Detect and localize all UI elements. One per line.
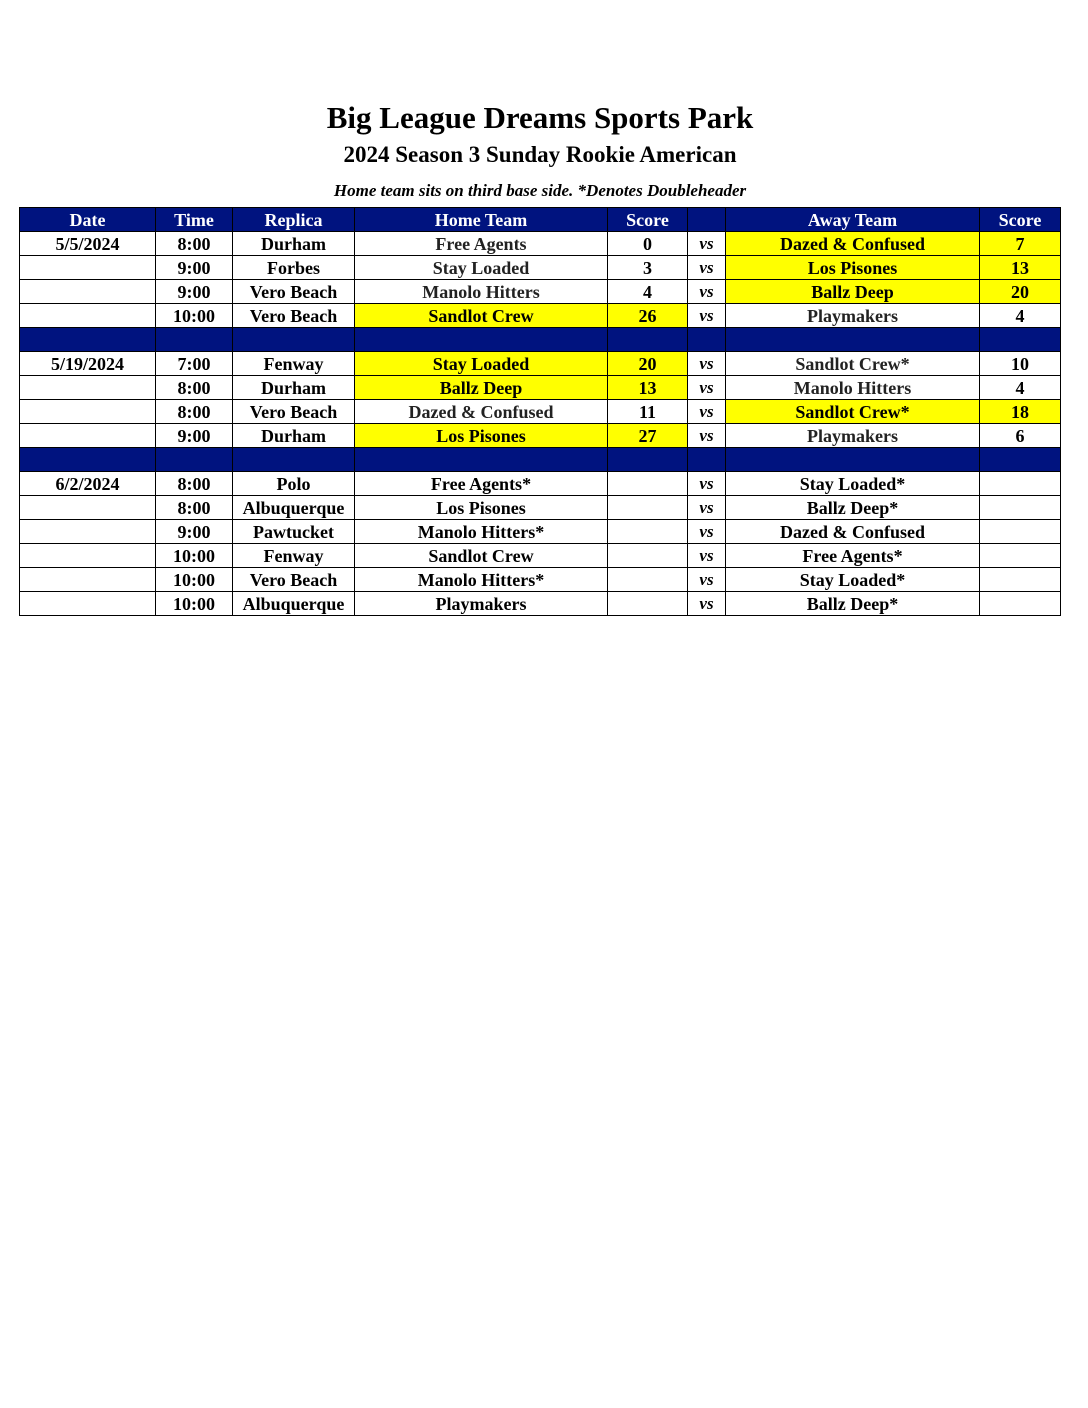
cell-home-team: Manolo Hitters* bbox=[355, 568, 608, 592]
cell-away-score: 20 bbox=[980, 280, 1061, 304]
cell-vs: vs bbox=[688, 496, 726, 520]
cell-date: 6/2/2024 bbox=[20, 472, 156, 496]
cell-time: 8:00 bbox=[156, 232, 233, 256]
cell-away-score bbox=[980, 544, 1061, 568]
table-row bbox=[20, 376, 1061, 400]
cell-time: 9:00 bbox=[156, 424, 233, 448]
cell-home-team: Free Agents* bbox=[355, 472, 608, 496]
cell-away-score: 10 bbox=[980, 352, 1061, 376]
cell-away-team: Manolo Hitters bbox=[726, 376, 980, 400]
cell-home-team: Dazed & Confused bbox=[355, 400, 608, 424]
cell-away-team: Sandlot Crew* bbox=[726, 400, 980, 424]
col-header-away-team: Away Team bbox=[726, 208, 980, 232]
cell-vs: vs bbox=[688, 568, 726, 592]
cell-away-score: 4 bbox=[980, 376, 1061, 400]
cell-away-team: Free Agents* bbox=[726, 544, 980, 568]
cell-home-team: Playmakers bbox=[355, 592, 608, 616]
cell-vs: vs bbox=[688, 256, 726, 280]
cell-date bbox=[20, 256, 156, 280]
cell-away-score: 18 bbox=[980, 400, 1061, 424]
cell-home-score: 13 bbox=[608, 376, 688, 400]
col-header-vs bbox=[688, 208, 726, 232]
cell-date bbox=[20, 496, 156, 520]
table-row bbox=[20, 472, 1061, 496]
cell-home-team: Manolo Hitters* bbox=[355, 520, 608, 544]
page-subtitle: 2024 Season 3 Sunday Rookie American bbox=[343, 142, 737, 167]
col-header-home-team: Home Team bbox=[355, 208, 608, 232]
cell-away-team: Stay Loaded* bbox=[726, 472, 980, 496]
cell-away-score: 4 bbox=[980, 304, 1061, 328]
schedule-note: Home team sits on third base side. *Denotes Doubleheader bbox=[333, 181, 747, 200]
separator-row bbox=[20, 448, 1061, 472]
cell-vs: vs bbox=[688, 376, 726, 400]
cell-vs: vs bbox=[688, 304, 726, 328]
cell-replica: Durham bbox=[233, 232, 355, 256]
cell-date bbox=[20, 520, 156, 544]
cell-home-team: Stay Loaded bbox=[355, 256, 608, 280]
cell-away-score bbox=[980, 520, 1061, 544]
cell-time: 8:00 bbox=[156, 496, 233, 520]
cell-date: 5/5/2024 bbox=[20, 232, 156, 256]
cell-date bbox=[20, 376, 156, 400]
table-row bbox=[20, 520, 1061, 544]
table-row bbox=[20, 424, 1061, 448]
cell-home-team: Manolo Hitters bbox=[355, 280, 608, 304]
cell-away-score bbox=[980, 496, 1061, 520]
cell-vs: vs bbox=[688, 232, 726, 256]
col-header-time: Time bbox=[156, 208, 233, 232]
cell-away-score: 7 bbox=[980, 232, 1061, 256]
cell-date bbox=[20, 592, 156, 616]
cell-replica: Polo bbox=[233, 472, 355, 496]
cell-date bbox=[20, 280, 156, 304]
cell-away-team: Stay Loaded* bbox=[726, 568, 980, 592]
cell-away-team: Sandlot Crew* bbox=[726, 352, 980, 376]
table-row bbox=[20, 568, 1061, 592]
cell-replica: Durham bbox=[233, 376, 355, 400]
cell-replica: Fenway bbox=[233, 544, 355, 568]
table-row bbox=[20, 544, 1061, 568]
cell-home-score: 20 bbox=[608, 352, 688, 376]
cell-replica: Albuquerque bbox=[233, 496, 355, 520]
cell-home-score bbox=[608, 592, 688, 616]
cell-vs: vs bbox=[688, 544, 726, 568]
table-row bbox=[20, 352, 1061, 376]
cell-home-score: 26 bbox=[608, 304, 688, 328]
table-row bbox=[20, 256, 1061, 280]
cell-home-score: 0 bbox=[608, 232, 688, 256]
cell-away-team: Dazed & Confused bbox=[726, 520, 980, 544]
cell-away-team: Playmakers bbox=[726, 304, 980, 328]
cell-vs: vs bbox=[688, 592, 726, 616]
cell-home-score bbox=[608, 544, 688, 568]
cell-home-score: 3 bbox=[608, 256, 688, 280]
cell-home-team: Los Pisones bbox=[355, 424, 608, 448]
cell-away-team: Ballz Deep* bbox=[726, 496, 980, 520]
cell-vs: vs bbox=[688, 400, 726, 424]
cell-home-score bbox=[608, 520, 688, 544]
cell-time: 8:00 bbox=[156, 400, 233, 424]
cell-time: 7:00 bbox=[156, 352, 233, 376]
col-header-date: Date bbox=[20, 208, 156, 232]
table-row bbox=[20, 592, 1061, 616]
cell-home-team: Stay Loaded bbox=[355, 352, 608, 376]
cell-vs: vs bbox=[688, 352, 726, 376]
cell-date bbox=[20, 568, 156, 592]
cell-time: 8:00 bbox=[156, 472, 233, 496]
cell-replica: Durham bbox=[233, 424, 355, 448]
table-row bbox=[20, 400, 1061, 424]
cell-home-score: 4 bbox=[608, 280, 688, 304]
cell-home-team: Los Pisones bbox=[355, 496, 608, 520]
cell-replica: Vero Beach bbox=[233, 568, 355, 592]
cell-replica: Pawtucket bbox=[233, 520, 355, 544]
cell-time: 9:00 bbox=[156, 256, 233, 280]
cell-away-score: 13 bbox=[980, 256, 1061, 280]
cell-home-score bbox=[608, 568, 688, 592]
table-row bbox=[20, 304, 1061, 328]
cell-date bbox=[20, 304, 156, 328]
cell-away-score bbox=[980, 568, 1061, 592]
cell-time: 8:00 bbox=[156, 376, 233, 400]
cell-time: 9:00 bbox=[156, 280, 233, 304]
cell-replica: Fenway bbox=[233, 352, 355, 376]
page-title: Big League Dreams Sports Park bbox=[326, 100, 754, 135]
cell-home-team: Sandlot Crew bbox=[355, 304, 608, 328]
table-row bbox=[20, 496, 1061, 520]
cell-date: 5/19/2024 bbox=[20, 352, 156, 376]
cell-replica: Forbes bbox=[233, 256, 355, 280]
cell-date bbox=[20, 544, 156, 568]
cell-away-score bbox=[980, 472, 1061, 496]
cell-time: 10:00 bbox=[156, 544, 233, 568]
col-header-replica: Replica bbox=[233, 208, 355, 232]
cell-vs: vs bbox=[688, 472, 726, 496]
cell-replica: Vero Beach bbox=[233, 280, 355, 304]
cell-home-team: Sandlot Crew bbox=[355, 544, 608, 568]
separator-row bbox=[20, 328, 1061, 352]
cell-away-team: Los Pisones bbox=[726, 256, 980, 280]
cell-home-score bbox=[608, 472, 688, 496]
cell-home-team: Free Agents bbox=[355, 232, 608, 256]
cell-away-team: Ballz Deep* bbox=[726, 592, 980, 616]
cell-vs: vs bbox=[688, 280, 726, 304]
col-header-away-score: Score bbox=[980, 208, 1061, 232]
cell-date bbox=[20, 424, 156, 448]
cell-time: 9:00 bbox=[156, 520, 233, 544]
header-row bbox=[20, 208, 1061, 232]
cell-replica: Albuquerque bbox=[233, 592, 355, 616]
table-row bbox=[20, 280, 1061, 304]
cell-replica: Vero Beach bbox=[233, 304, 355, 328]
cell-away-team: Ballz Deep bbox=[726, 280, 980, 304]
cell-home-score bbox=[608, 496, 688, 520]
table-row bbox=[20, 232, 1061, 256]
cell-vs: vs bbox=[688, 424, 726, 448]
cell-away-score: 6 bbox=[980, 424, 1061, 448]
cell-date bbox=[20, 400, 156, 424]
cell-away-team: Dazed & Confused bbox=[726, 232, 980, 256]
cell-away-score bbox=[980, 592, 1061, 616]
cell-home-score: 27 bbox=[608, 424, 688, 448]
cell-vs: vs bbox=[688, 520, 726, 544]
cell-time: 10:00 bbox=[156, 304, 233, 328]
schedule-table bbox=[19, 207, 1061, 616]
cell-time: 10:00 bbox=[156, 568, 233, 592]
cell-home-score: 11 bbox=[608, 400, 688, 424]
cell-time: 10:00 bbox=[156, 592, 233, 616]
cell-home-team: Ballz Deep bbox=[355, 376, 608, 400]
cell-away-team: Playmakers bbox=[726, 424, 980, 448]
cell-replica: Vero Beach bbox=[233, 400, 355, 424]
col-header-home-score: Score bbox=[608, 208, 688, 232]
